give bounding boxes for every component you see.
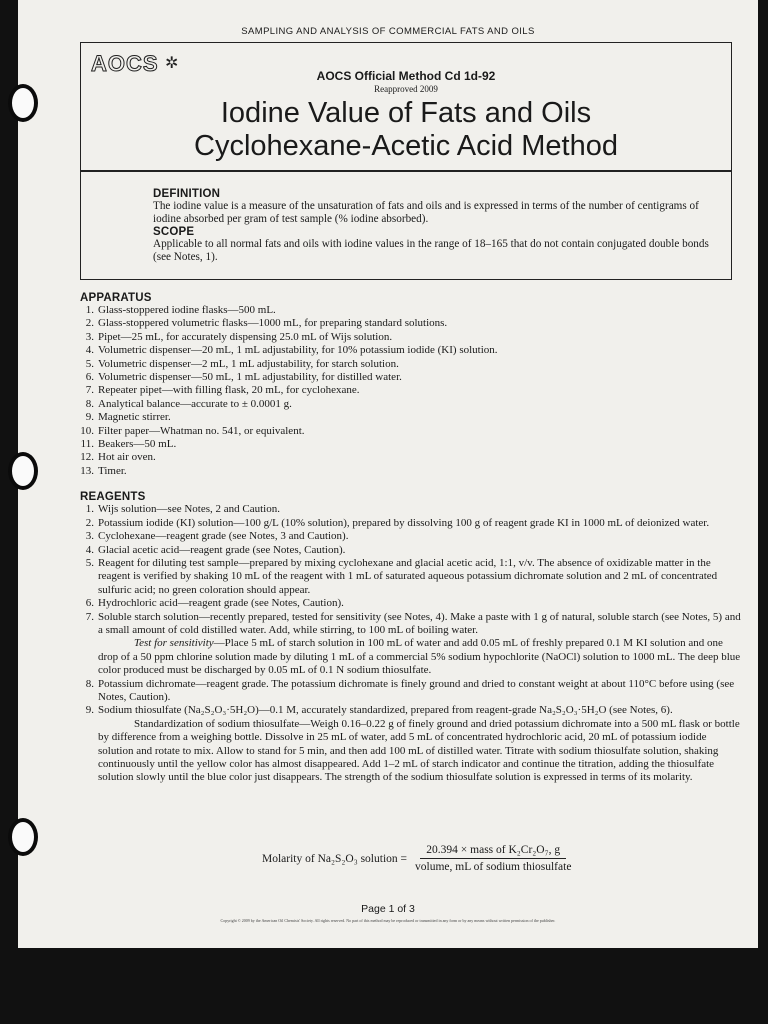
list-item: 2. Glass-stoppered volumetric flasks—1000 mL, for preparing standard solutions. — [85, 317, 448, 330]
aocs-logo-icon: ✲ — [165, 55, 179, 72]
formula-lhs: Molarity of Na₂S₂O₃ solution = — [262, 852, 408, 865]
list-item: 5. Reagent for diluting test sample—prepared by mixing cyclohexane and glacial acetic acid, 1:1, v/v. The absence of oxidizable matter in the reagent is verified by shaking 10 mL of the reagent with 1 mL of saturated aqueous potassium dichromate solution and 2 mL of concentrated sulfuric acid; no green coloration should appear. — [85, 556, 718, 596]
list-item: 9. Magnetic stirrer. — [85, 411, 171, 424]
sensitivity-text: —Place 5 mL of starch solution in 100 mL of water and add 0.05 mL of freshly prepared 0.1 M KI solution and one drop of a 50 ppm chlorine solution made by diluting 1 mL of a commercial 5% sodium hypochlorite (NaOCl) solution to 1000 mL. The deep blue color produced must be discharged by 0.05 mL of 0.1 N sodium thiosulfate. — [98, 637, 741, 677]
reagents-heading: REAGENTS — [80, 491, 146, 504]
list-item: 10. Filter paper—Whatman no. 541, or equivalent. — [80, 424, 305, 437]
list-item: 11. Beakers—50 mL. — [80, 438, 177, 451]
formula-numerator: 20.394 × mass of K₂Cr₂O₇, g — [420, 844, 566, 859]
list-item: 1. Wijs solution—see Notes, 2 and Caution. — [85, 503, 280, 516]
list-item: 3. Cyclohexane—reagent grade (see Notes, 3 and Caution). — [85, 530, 349, 543]
list-item: 6. Volumetric dispenser—50 mL, 1 mL adjustability, for distilled water. — [85, 371, 402, 384]
copyright-notice: Copyright © 2009 by the American Oil Chemists' Society. All rights reserved. No part of this method may be reproduced or transmitted in any form or by any means without written permission of the publisher. — [220, 918, 556, 923]
title-line-2: Cyclohexane-Acetic Acid Method — [194, 130, 618, 162]
molarity-formula — [262, 844, 571, 873]
list-item: 4. Glacial acetic acid—reagent grade (see Notes, Caution). — [85, 543, 346, 556]
binder-hole — [8, 818, 38, 856]
binder-hole — [8, 84, 38, 122]
formula-denominator: volume, mL of sodium thiosulfate — [415, 861, 572, 873]
list-item: 8. Analytical balance—accurate to ± 0.0001 g. — [85, 397, 292, 410]
list-item: 7. Repeater pipet—with filling flask, 20 mL, for cyclohexane. — [85, 384, 360, 397]
list-item: 6. Hydrochloric acid—reagent grade (see Notes, Caution). — [85, 597, 344, 610]
document-title — [81, 97, 731, 163]
apparatus-list — [80, 304, 744, 478]
sensitivity-test-paragraph — [98, 637, 744, 677]
reagents-list — [80, 503, 744, 637]
list-item: 2. Potassium iodide (KI) solution—100 g/L (10% solution), prepared by dissolving 100 g of reagent grade KI in 1000 mL of deionized water. — [85, 516, 710, 529]
list-item: 5. Volumetric dispenser—2 mL, 1 mL adjustability, for starch solution. — [85, 357, 399, 370]
method-code: AOCS Official Method Cd 1d-92 — [316, 69, 496, 83]
list-item: 9. Sodium thiosulfate (Na₂S₂O₃·5H₂O)—0.1 M, accurately standardized, prepared from reagent-grade Na₂S₂O₃·5H₂O (see Notes, 6). — [85, 704, 673, 717]
title-line-1: Iodine Value of Fats and Oils — [220, 97, 592, 129]
document-body — [80, 292, 744, 785]
formula-fraction — [415, 844, 571, 873]
reagents-list-continued — [80, 678, 744, 718]
list-item: 12. Hot air oven. — [80, 451, 156, 464]
apparatus-heading: APPARATUS — [80, 292, 152, 304]
running-head: SAMPLING AND ANALYSIS OF COMMERCIAL FATS AND OILS — [241, 26, 535, 37]
title-box — [80, 42, 732, 171]
list-item: 4. Volumetric dispenser—20 mL, 1 mL adjustability, for 10% potassium iodide (KI) solution. — [85, 344, 498, 357]
definition-text: The iodine value is a measure of the unsaturation of fats and oils and is expressed in terms of the number of centigrams of iodine absorbed per gram of test sample (% iodine absorbed). — [153, 200, 699, 225]
list-item: 1. Glass-stoppered iodine flasks—500 mL. — [85, 304, 276, 316]
scope-heading: SCOPE — [153, 226, 195, 238]
reapproved-date: Reapproved 2009 — [374, 84, 438, 94]
sensitivity-label: Test for sensitivity — [134, 637, 214, 650]
standardization-paragraph: Standardization of sodium thiosulfate—Weigh 0.16–0.22 g of finely ground and dried potassium dichromate into a 500 mL flask or bottle by difference from a weighing bottle. Dissolve in 25 mL of water, add 5 mL of concentrated hydrochloric acid, 20 mL of potassium iodide solution and rotate to mix. Allow to stand for 5 min, and then add 100 mL of distilled water. Titrate with sodium thiosulfate solution, shaking continuously until the yellow color has almost disappeared. Add 1–2 mL of starch indicator and continue the titration, adding the thiosulfate solution slowly until the blue color just disappears. The strength of the sodium thiosulfate solution is expressed in terms of its molarity. — [98, 717, 740, 784]
document-page — [18, 0, 758, 948]
binder-hole — [8, 452, 38, 490]
definition-scope-box — [80, 170, 732, 280]
list-item: 3. Pipet—25 mL, for accurately dispensing 25.0 mL of Wijs solution. — [85, 330, 393, 343]
list-item: 8. Potassium dichromate—reagent grade. The potassium dichromate is finely ground and dried to constant weight at about 110°C before using (see Notes, Caution). — [85, 677, 735, 703]
scope-text: Applicable to all normal fats and oils with iodine values in the range of 18–165 that do not contain conjugated double bonds (see Notes, 1). — [153, 238, 709, 263]
aocs-logo: AOCS — [91, 51, 159, 76]
definition-heading: DEFINITION — [153, 188, 221, 200]
page-number: Page 1 of 3 — [361, 903, 415, 915]
list-item: 7. Soluble starch solution—recently prepared, tested for sensitivity (see Notes, 4). Make a paste with 1 g of natural, soluble starch (see Notes, 5) and a small amount of cold distilled water. Add, while stirring, to 100 mL of boiling water. — [85, 610, 741, 636]
list-item: 13. Timer. — [80, 464, 127, 477]
